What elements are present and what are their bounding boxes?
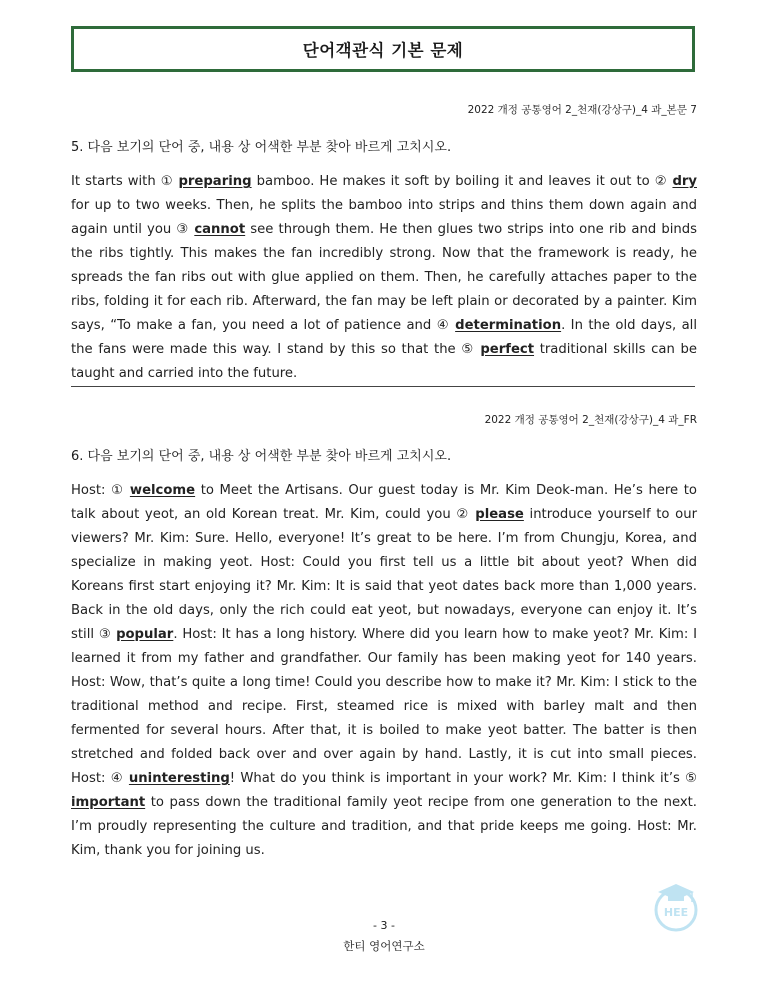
q6-source: 2022 개정 공통영어 2_천재(강상구)_4 과_FR (484, 414, 697, 426)
passage-text: to pass down the traditional family yeot recipe from one generation to the next. I’m proudly representing the culture and tradition, and that pride keeps me going. Host: Mr. Kim, thank you for joining us. (71, 795, 697, 858)
q5-heading: 5. 다음 보기의 단어 중, 내용 상 어색한 부분 찾아 바르게 고치시오. (71, 140, 452, 155)
title-box (71, 26, 695, 72)
publisher-name: 한티 영어연구소 (343, 939, 425, 953)
answer-word: preparing (178, 174, 252, 189)
logo-text: HEE (663, 906, 689, 919)
answer-word: welcome (129, 483, 196, 498)
q5-source: 2022 개정 공통영어 2_천재(강상구)_4 과_본문 7 (467, 104, 697, 116)
hee-logo-icon (650, 880, 702, 932)
passage-text: ! What do you think is important in your work? Mr. Kim: I think it’s ⑤ (229, 771, 698, 786)
divider-line (71, 386, 695, 387)
answer-word: dry (672, 174, 697, 189)
passage-text: for up to two weeks. Then, he splits the bamboo into strips and thins them down again and again until you ③ (71, 198, 697, 237)
answer-word: popular (116, 627, 174, 642)
q6-passage (71, 479, 697, 863)
passage-text: . In the old days, all the fans were made this way. I stand by this so that the ⑤ (71, 318, 697, 357)
answer-word: cannot (194, 222, 246, 237)
answer-word: perfect (480, 342, 535, 357)
passage-text: bamboo. He makes it soft by boiling it and leaves it out to ② (251, 174, 673, 189)
answer-word: please (475, 507, 524, 522)
passage-text: to Meet the Artisans. Our guest today is Mr. Kim Deok-man. He’s here to talk about yeot, an old Korean treat. Mr. Kim, could you ② (71, 483, 697, 522)
passage-text: see through them. He then glues two strips into one rib and binds the ribs tightly. This makes the fan incredibly strong. Now that the framework is ready, he spreads the fan ribs out with glue applied on them. Then, he carefully attaches paper to the ribs, folding it for each rib. Afterward, the fan may be left plain or decorated by a painter. Kim says, “To make a fan, you need a lot of patience and ④ (71, 222, 698, 333)
answer-word: important (71, 795, 146, 810)
page-title: 단어객관식 기본 문제 (302, 41, 464, 60)
q6-heading: 6. 다음 보기의 단어 중, 내용 상 어색한 부분 찾아 바르게 고치시오. (71, 449, 452, 464)
q5-passage (71, 170, 697, 386)
passage-text: . Host: It has a long history. Where did you learn how to make yeot? Mr. Kim: I learned it from my father and grandfather. Our family has been making yeot for 140 years. Host: Wow, that’s quite a long time! Could you describe how to make it? Mr. Kim: I stick to the traditional method and recipe. First, steamed rice is mixed with barley malt and then fermented for several hours. After that, it is boiled to make yeot batter. The batter is then stretched and folded back over and over again by hand. Lastly, it is cut into small pieces. Host: ④ (71, 627, 697, 786)
passage-text: introduce yourself to our viewers? Mr. Kim: Sure. Hello, everyone! It’s great to be here. I’m from Chungju, Korea, and specialize in making yeot. Host: Could you first tell us a little bit about yeot? When did Koreans first start enjoying it? Mr. Kim: It is said that yeot dates back more than 1,000 years. Back in the old days, only the rich could eat yeot, but nowadays, everyone can enjoy it. It’s still ③ (71, 507, 697, 642)
page-number: - 3 - (373, 919, 395, 932)
answer-word: uninteresting (128, 771, 230, 786)
passage-text: Host: ① (71, 483, 130, 498)
passage-text: traditional skills can be taught and carried into the future. (71, 342, 697, 381)
answer-word: determination (455, 318, 562, 333)
passage-text: It starts with ① (71, 174, 179, 189)
